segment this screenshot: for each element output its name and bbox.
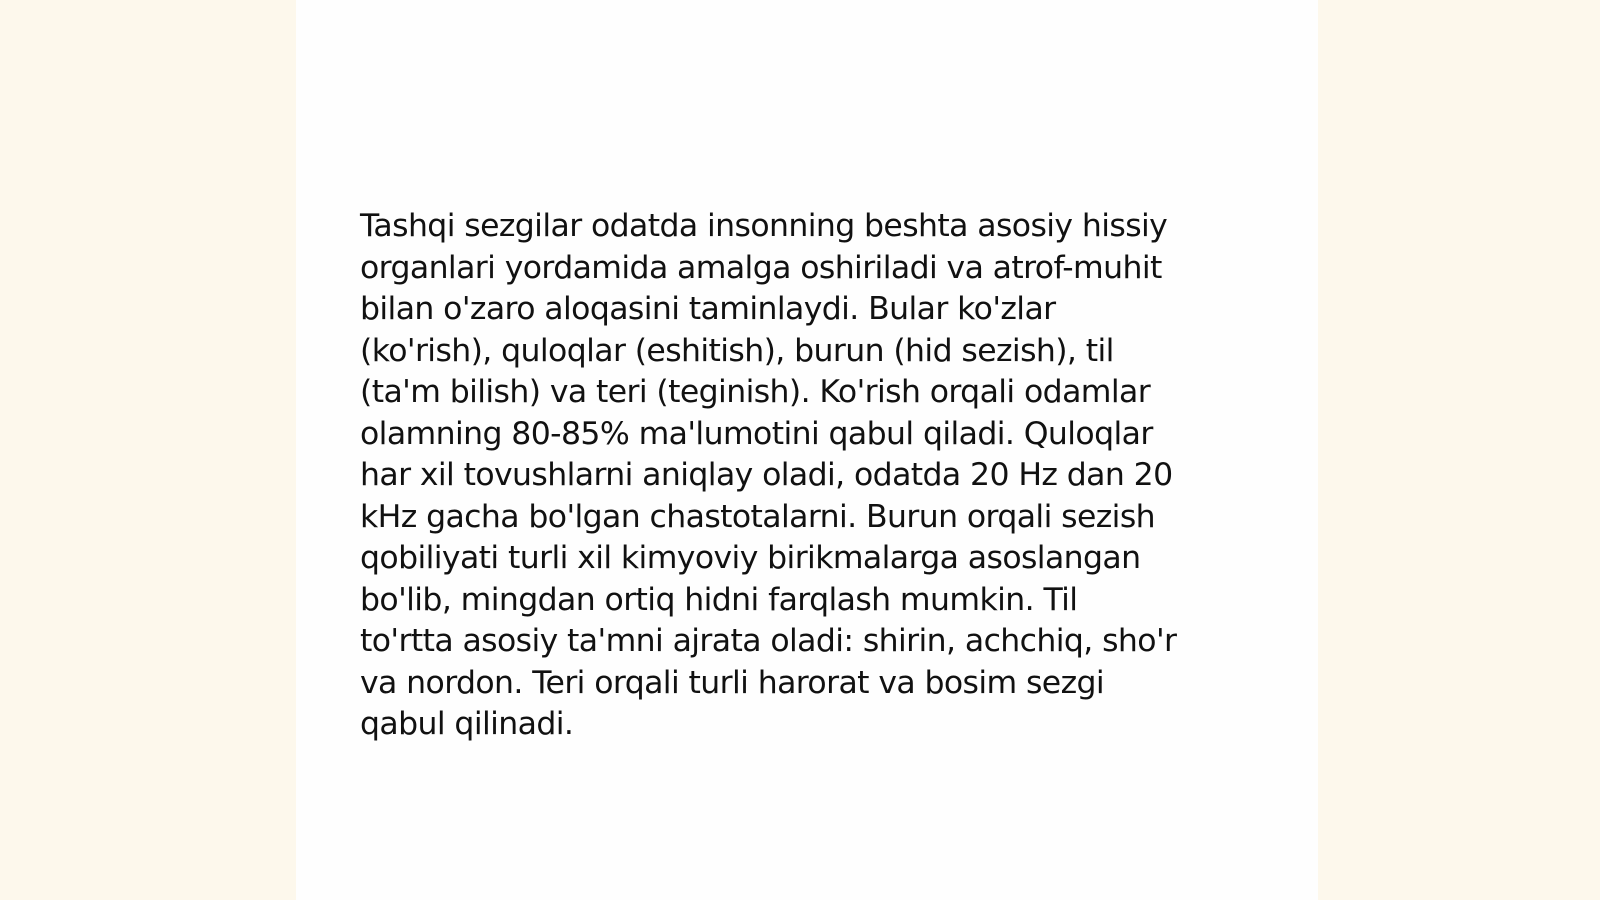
document-page [296, 0, 1318, 900]
paragraph-line: bo'lib, mingdan ortiq hidni farqlash mumkin. Til [360, 581, 1078, 618]
paragraph-line: qobiliyati turli xil kimyoviy birikmalarga asoslangan [360, 540, 1141, 576]
paragraph-line: (ta'm bilish) va teri (teginish). Ko'rish orqali odamlar [360, 374, 1151, 410]
paragraph-line: har xil tovushlarni aniqlay oladi, odatda 20 Hz dan 20 [360, 457, 1173, 493]
paragraph-line: bilan o'zaro aloqasini taminlaydi. Bular ko'zlar [360, 291, 1056, 327]
paragraph-line: to'rtta asosiy ta'mni ajrata oladi: shirin, achchiq, sho'r [360, 623, 1177, 659]
body-paragraph [360, 206, 1240, 746]
paragraph-line: qabul qilinadi. [360, 706, 574, 742]
paragraph-line: Tashqi sezgilar odatda insonning beshta asosiy hissiy [360, 208, 1168, 244]
paragraph-line: olamning 80-85% ma'lumotini qabul qiladi. Quloqlar [360, 415, 1153, 452]
paragraph-line: (ko'rish), quloqlar (eshitish), burun (hid sezish), til [360, 332, 1114, 369]
paragraph-line: kHz gacha bo'lgan chastotalarni. Burun orqali sezish [360, 498, 1155, 535]
paragraph-line: organlari yordamida amalga oshiriladi va atrof-muhit [360, 249, 1162, 286]
paragraph-line: va nordon. Teri orqali turli harorat va bosim sezgi [360, 664, 1105, 701]
